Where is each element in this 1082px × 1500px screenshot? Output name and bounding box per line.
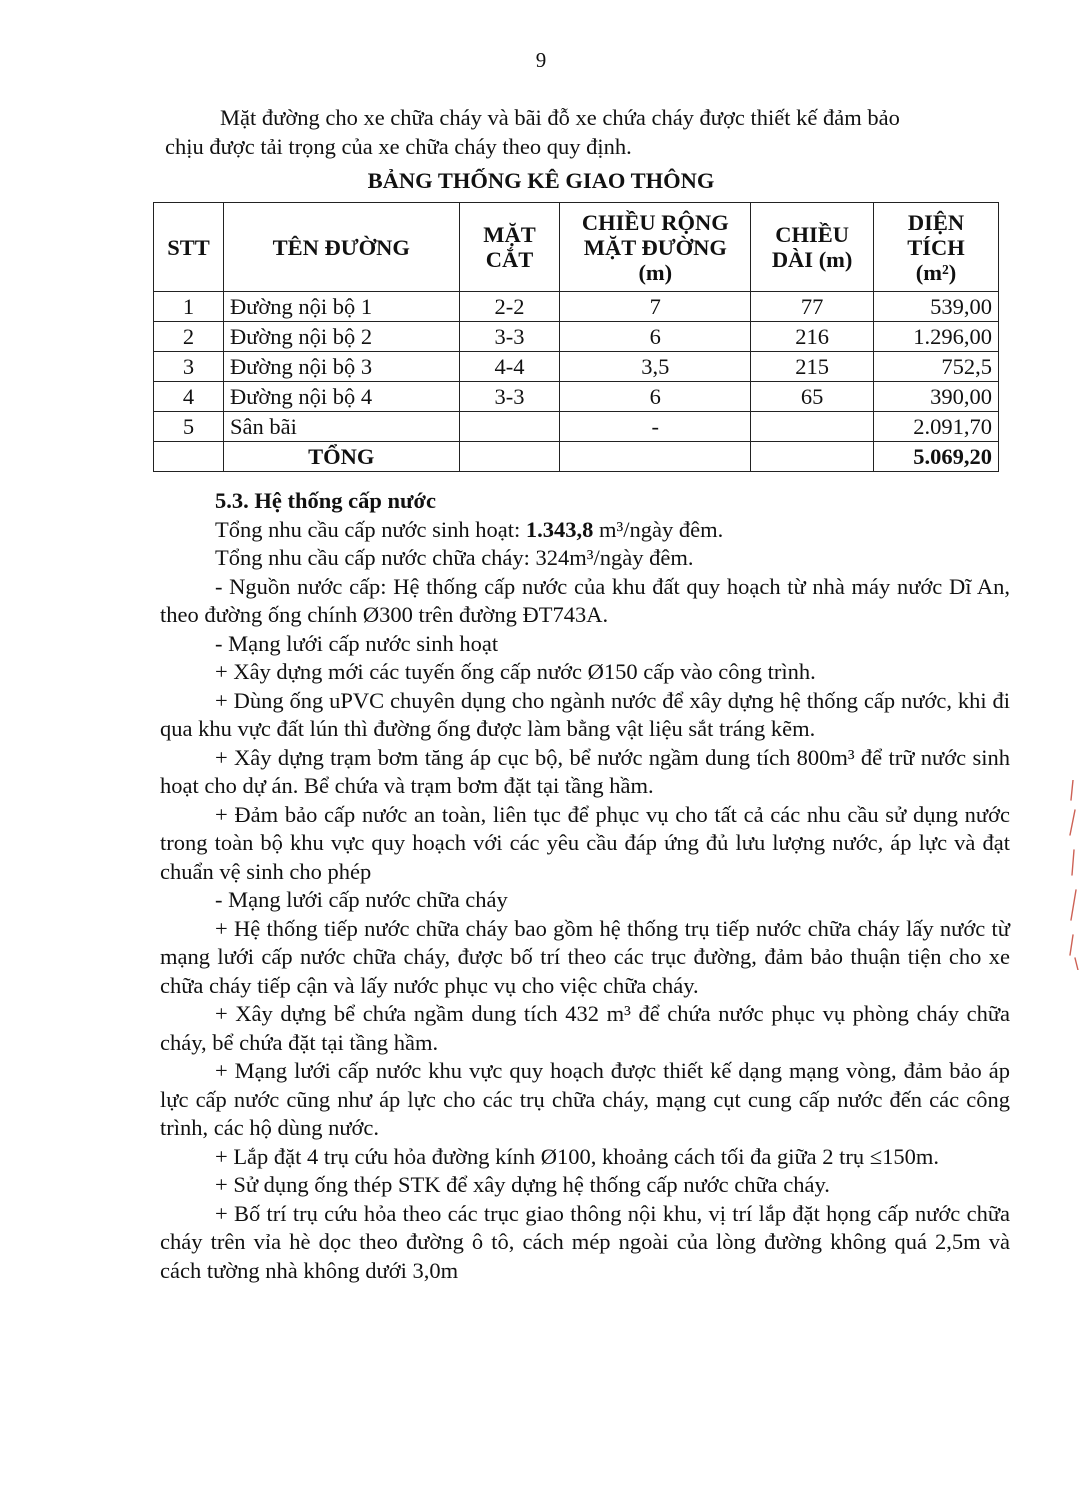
cell-section: 4-4 bbox=[459, 352, 560, 382]
page-number: 9 bbox=[535, 48, 547, 72]
domestic-network-title: - Mạng lưới cấp nước sinh hoạt bbox=[215, 630, 499, 656]
cell-width: 6 bbox=[560, 382, 751, 412]
fire-item: + Lắp đặt 4 trụ cứu hỏa đường kính Ø100, khoảng cách tối đa giữa 2 trụ ≤150m. bbox=[215, 1143, 939, 1169]
cell-stt: 2 bbox=[154, 322, 224, 352]
cell-stt: 3 bbox=[154, 352, 224, 382]
cell-area: 752,5 bbox=[874, 352, 999, 382]
cell-empty bbox=[154, 442, 224, 472]
fire-item: + Sử dụng ống thép STK để xây dựng hệ thống cấp nước chữa cháy. bbox=[215, 1172, 830, 1197]
domestic-demand-label: Tổng nhu cầu cấp nước sinh hoạt: bbox=[215, 516, 526, 542]
cell-name: Đường nội bộ 2 bbox=[223, 322, 459, 352]
cell-stt: 5 bbox=[154, 412, 224, 442]
cell-name: Đường nội bộ 3 bbox=[223, 352, 459, 382]
domestic-demand-value: 1.343,8 bbox=[525, 516, 594, 542]
table-total-row bbox=[154, 442, 999, 472]
header-width: CHIỀU RỘNG MẶT ĐƯỜNG (m) bbox=[560, 203, 751, 292]
cell-length: 65 bbox=[751, 382, 874, 412]
cell-width: 6 bbox=[560, 322, 751, 352]
cell-width: - bbox=[560, 412, 751, 442]
cell-area: 1.296,00 bbox=[874, 322, 999, 352]
intro-line-1: Mặt đường cho xe chữa cháy và bãi đỗ xe chứa cháy được thiết kế đảm bảo bbox=[220, 105, 900, 130]
cell-section: 3-3 bbox=[459, 382, 560, 412]
domestic-item: + Dùng ống uPVC chuyên dụng cho ngành nước để xây dựng hệ thống cấp nước, khi đi qua khu vực đất lún thì đường ống được làm bằng vật liệu sắt tráng kẽm. bbox=[160, 687, 1010, 741]
total-label: TỔNG bbox=[223, 442, 459, 472]
cell-width: 7 bbox=[560, 292, 751, 322]
domestic-item: + Xây dựng mới các tuyến ống cấp nước Ø150 cấp vào công trình. bbox=[215, 659, 816, 684]
cell-name: Đường nội bộ 4 bbox=[223, 382, 459, 412]
fire-item: + Mạng lưới cấp nước khu vực quy hoạch được thiết kế dạng mạng vòng, đảm bảo áp lực cấp nước cũng như áp lực cho các trụ chữa cháy, mạng cụt cung cấp nước đến các công trình, các hộ dùng nước. bbox=[160, 1058, 1010, 1140]
cell-area: 390,00 bbox=[874, 382, 999, 412]
cell-area: 2.091,70 bbox=[874, 412, 999, 442]
header-length: CHIỀU DÀI (m) bbox=[751, 203, 874, 292]
total-area: 5.069,20 bbox=[874, 442, 999, 472]
cell-name: Đường nội bộ 1 bbox=[223, 292, 459, 322]
cell-area: 539,00 bbox=[874, 292, 999, 322]
cell-empty bbox=[560, 442, 751, 472]
header-name: TÊN ĐƯỜNG bbox=[223, 203, 459, 292]
fire-item: + Bố trí trụ cứu hỏa theo các trục giao thông nội khu, vị trí lắp đặt họng cấp nước chữa cháy trên vỉa hè dọc theo đường ô tô, cách mép ngoài của lòng đường không quá 2,5m và cách tường nhà không dưới 3,0m bbox=[160, 1200, 1010, 1283]
table-row bbox=[154, 412, 999, 442]
domestic-demand-unit: m³/ngày đêm. bbox=[593, 516, 724, 542]
fire-demand: Tổng nhu cầu cấp nước chữa cháy: 324m³/ngày đêm. bbox=[215, 545, 694, 570]
fire-network-title: - Mạng lưới cấp nước chữa cháy bbox=[215, 887, 508, 912]
margin-signature-mark bbox=[1066, 780, 1080, 970]
domestic-demand bbox=[160, 516, 1010, 545]
table-row bbox=[154, 352, 999, 382]
table-title: BẢNG THỐNG KÊ GIAO THÔNG bbox=[367, 168, 715, 193]
cell-stt: 1 bbox=[154, 292, 224, 322]
header-stt: STT bbox=[154, 203, 224, 292]
fire-item: + Xây dựng bể chứa ngầm dung tích 432 m³ để chứa nước phục vụ phòng cháy chữa cháy, bể chứa đặt tại tầng hầm. bbox=[160, 1001, 1010, 1055]
domestic-item: + Đảm bảo cấp nước an toàn, liên tục để phục vụ cho tất cả các nhu cầu sử dụng nước trong toàn bộ khu vực quy hoạch với các yêu cầu đáp ứng đủ lưu lượng nước, áp lực và đạt chuẩn vệ sinh cho phép bbox=[160, 801, 1010, 884]
traffic-statistics-table bbox=[153, 202, 999, 472]
header-area-unit: (m²) bbox=[915, 259, 957, 285]
header-section: MẶT CẮT bbox=[459, 203, 560, 292]
water-supply-section bbox=[160, 487, 1010, 1285]
water-source: - Nguồn nước cấp: Hệ thống cấp nước của khu đất quy hoạch từ nhà máy nước Dĩ An, theo đường ống chính Ø300 trên đường ĐT743A. bbox=[160, 573, 1010, 627]
cell-empty bbox=[459, 442, 560, 472]
cell-length: 215 bbox=[751, 352, 874, 382]
cell-section: 2-2 bbox=[459, 292, 560, 322]
fire-item: + Hệ thống tiếp nước chữa cháy bao gồm hệ thống trụ tiếp nước chữa cháy lấy nước từ mạng lưới cấp nước chữa cháy, được bố trí theo các trục đường, đảm bảo thuận tiện cho xe chữa cháy tiếp cận và lấy nước phục vụ cho việc chữa cháy. bbox=[160, 915, 1010, 998]
table-header-row bbox=[154, 203, 999, 292]
header-area-label: DIỆN TÍCH bbox=[907, 209, 965, 260]
intro-line-2: chịu được tải trọng của xe chữa cháy theo quy định. bbox=[165, 133, 632, 159]
section-heading: 5.3. Hệ thống cấp nước bbox=[215, 488, 436, 513]
domestic-item: + Xây dựng trạm bơm tăng áp cục bộ, bể nước ngầm dung tích 800m³ để trữ nước sinh hoạt cho dự án. Bể chứa và trạm bơm đặt tại tầng hầm. bbox=[160, 744, 1010, 798]
table-row bbox=[154, 382, 999, 412]
cell-stt: 4 bbox=[154, 382, 224, 412]
cell-section bbox=[459, 412, 560, 442]
table-row bbox=[154, 322, 999, 352]
cell-name: Sân bãi bbox=[223, 412, 459, 442]
cell-empty bbox=[751, 442, 874, 472]
table-row bbox=[154, 292, 999, 322]
header-area bbox=[874, 203, 999, 292]
cell-length bbox=[751, 412, 874, 442]
cell-section: 3-3 bbox=[459, 322, 560, 352]
cell-length: 77 bbox=[751, 292, 874, 322]
cell-length: 216 bbox=[751, 322, 874, 352]
cell-width: 3,5 bbox=[560, 352, 751, 382]
intro-paragraph bbox=[165, 104, 995, 161]
